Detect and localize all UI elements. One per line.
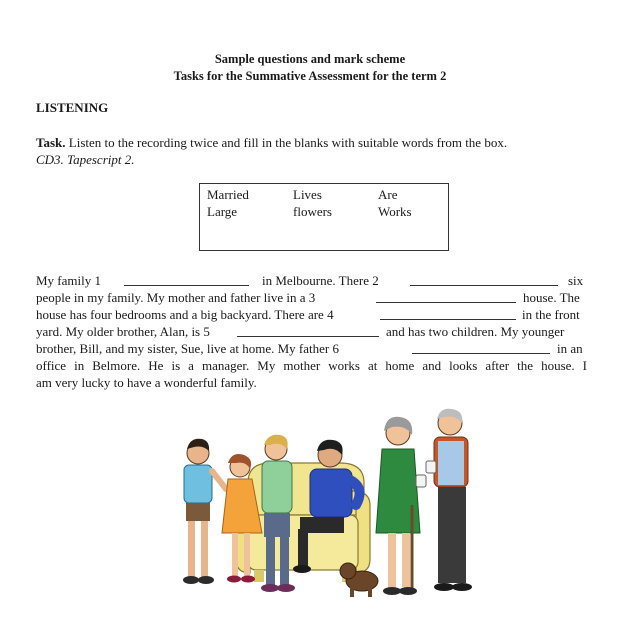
word-flowers: flowers	[293, 204, 332, 219]
passage-text: in Melbourne. There 2	[262, 273, 379, 288]
blank-5[interactable]	[237, 336, 379, 337]
family-illustration	[170, 405, 490, 610]
passage-text: people in my family. My mother and father live in a 3	[36, 290, 316, 305]
passage-text: six	[568, 273, 584, 288]
passage-line-2	[36, 289, 587, 306]
header-title: Sample questions and mark scheme	[214, 52, 406, 66]
passage-text: am very lucky to have a wonderful family.	[36, 375, 257, 390]
task-instruction	[36, 135, 507, 151]
boy-figure	[183, 439, 226, 584]
passage-line-7	[36, 374, 587, 391]
task-text: Listen to the recording twice and fill in the blanks with suitable words from the box.	[65, 135, 508, 150]
passage-line-3	[36, 306, 587, 323]
grandfather-figure	[426, 409, 472, 591]
passage	[36, 272, 587, 391]
blank-1[interactable]	[124, 285, 249, 286]
word-box	[199, 183, 449, 251]
passage-text: office in Belmore. He is a manager. My mother works at home and looks after the house. I	[36, 358, 587, 373]
passage-text: house. The	[523, 290, 580, 305]
header-subtitle: Tasks for the Summative Assessment for the term 2	[173, 69, 447, 83]
word-large: Large	[207, 204, 238, 219]
passage-text: yard. My older brother, Alan, is 5	[36, 324, 210, 339]
word-are: Are	[378, 187, 398, 202]
passage-text: brother, Bill, and my sister, Sue, live at home. My father 6	[36, 341, 339, 356]
blank-3[interactable]	[376, 302, 516, 303]
passage-text: and has two children. My younger	[386, 324, 565, 339]
blank-6[interactable]	[412, 353, 550, 354]
passage-line-6	[36, 357, 587, 374]
blank-2[interactable]	[410, 285, 558, 286]
task-label: Task.	[36, 135, 66, 150]
word-lives: Lives	[293, 187, 322, 202]
grandmother-figure	[376, 417, 426, 595]
passage-text: My family 1	[36, 273, 101, 288]
passage-text: in an	[557, 341, 583, 356]
passage-text: house has four bedrooms and a big backyard. There are 4	[36, 307, 334, 322]
blank-4[interactable]	[380, 319, 516, 320]
tapescript-reference: CD3. Tapescript 2.	[36, 152, 135, 167]
word-married: Married	[207, 187, 249, 202]
section-title: LISTENING	[36, 100, 109, 115]
passage-line-4	[36, 323, 587, 340]
passage-text: in the front	[522, 307, 580, 322]
passage-line-1	[36, 272, 587, 289]
passage-line-5	[36, 340, 587, 357]
word-works: Works	[378, 204, 412, 219]
